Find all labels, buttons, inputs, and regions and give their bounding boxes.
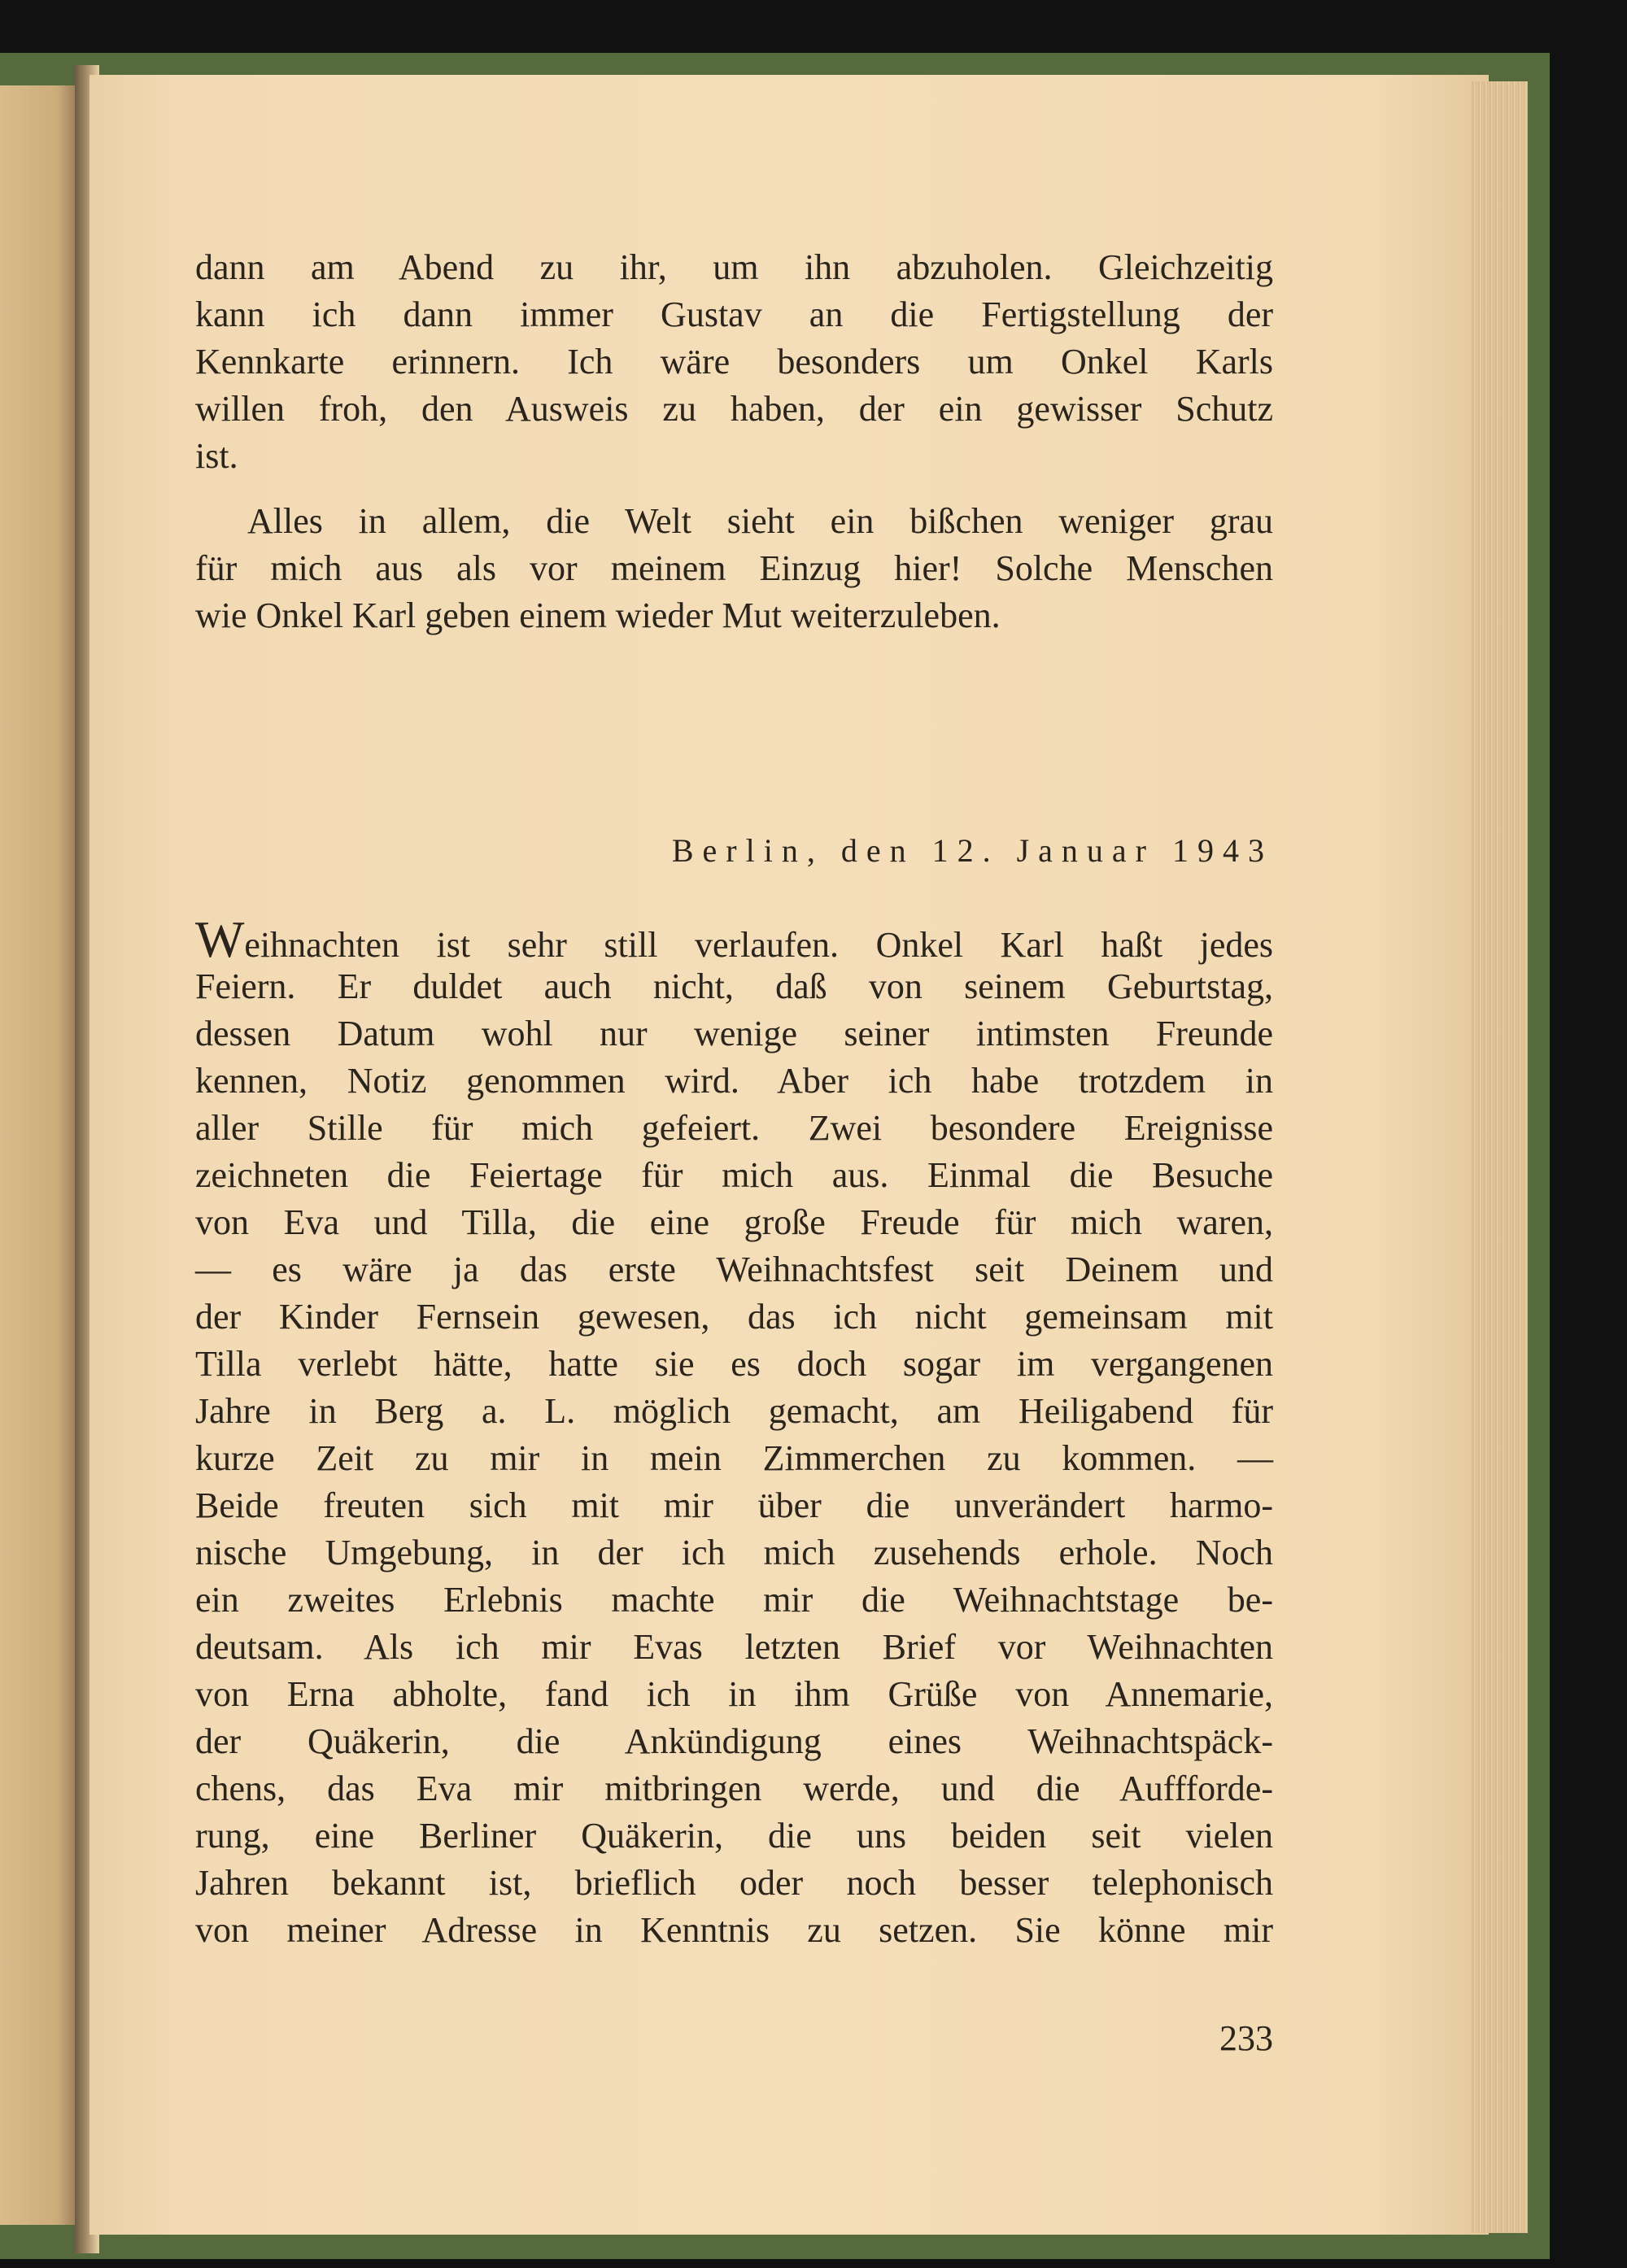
text-line: kurze Zeit zu mir in mein Zimmerchen zu kommen. — — [195, 1438, 1273, 1478]
diary-entry — [195, 910, 1273, 1954]
text-line: kann ich dann immer Gustav an die Fertigstellung der — [195, 294, 1273, 334]
text-line: deutsam. Als ich mir Evas letzten Brief vor Weihnachten — [195, 1627, 1273, 1667]
facing-page-edge — [0, 85, 81, 2225]
text-line: der Kinder Fernsein gewesen, das ich nicht gemeinsam mit — [195, 1297, 1273, 1337]
text-line: ist. — [195, 436, 238, 476]
text-line: dessen Datum wohl nur wenige seiner intimsten Freunde — [195, 1014, 1273, 1053]
text-line: zeichneten die Feiertage für mich aus. Einmal die Besuche — [195, 1155, 1273, 1195]
text-block-top — [195, 244, 1273, 639]
text-line: — es wäre ja das erste Weihnachtsfest seit Deinem und — [195, 1250, 1273, 1289]
text-line: Feiern. Er duldet auch nicht, daß von seinem Geburtstag, — [195, 966, 1273, 1006]
text-line: aller Stille für mich gefeiert. Zwei besondere Ereignisse — [195, 1108, 1273, 1148]
text-line: nische Umgebung, in der ich mich zusehends erhole. Noch — [195, 1533, 1273, 1572]
paragraph — [195, 244, 1273, 480]
text-line: willen froh, den Ausweis zu haben, der ein gewisser Schutz — [195, 389, 1273, 429]
text-line: ein zweites Erlebnis machte mir die Weihnachtstage be- — [195, 1580, 1273, 1620]
text-line-first — [195, 910, 1273, 968]
text-line: Kennkarte erinnern. Ich wäre besonders um Onkel Karls — [195, 342, 1273, 382]
text-line: Alles in allem, die Welt sieht ein bißchen weniger grau — [247, 501, 1273, 541]
drop-initial: W — [195, 910, 245, 968]
diary-dateline: Berlin, den 12. Januar 1943 — [671, 832, 1273, 869]
text-line: Jahren bekannt ist, brieflich oder noch besser telephonisch — [195, 1863, 1273, 1903]
text-line: für mich aus als vor meinem Einzug hier! Solche Menschen — [195, 548, 1273, 588]
text-line: kennen, Notiz genommen wird. Aber ich habe trotzdem in — [195, 1061, 1273, 1101]
text-line: wie Onkel Karl geben einem wieder Mut weiterzuleben. — [195, 595, 1001, 635]
text-line: chens, das Eva mir mitbringen werde, und die Auffforde- — [195, 1769, 1273, 1808]
text-line: Jahre in Berg a. L. möglich gemacht, am Heiligabend für — [195, 1391, 1273, 1431]
text-line: Beide freuten sich mit mir über die unverändert harmo- — [195, 1485, 1273, 1525]
text-line: Tilla verlebt hätte, hatte sie es doch sogar im vergangenen — [195, 1344, 1273, 1384]
text-line: von Eva und Tilla, die eine große Freude für mich waren, — [195, 1202, 1273, 1242]
paragraph — [195, 498, 1273, 639]
text-line: von meiner Adresse in Kenntnis zu setzen. Sie könne mir — [195, 1910, 1273, 1950]
text-line: von Erna abholte, fand ich in ihm Grüße von Annemarie, — [195, 1674, 1273, 1714]
page-stack-edges — [1471, 81, 1528, 2233]
text-line: rung, eine Berliner Quäkerin, die uns beiden seit vielen — [195, 1816, 1273, 1856]
text-line: der Quäkerin, die Ankündigung eines Weihnachtspäck- — [195, 1721, 1273, 1761]
text-line: dann am Abend zu ihr, um ihn abzuholen. Gleichzeitig — [195, 247, 1273, 287]
first-line-text: eihnachten ist sehr still verlaufen. Onkel Karl haßt jedes — [244, 925, 1273, 965]
page-number: 233 — [1219, 2018, 1273, 2058]
